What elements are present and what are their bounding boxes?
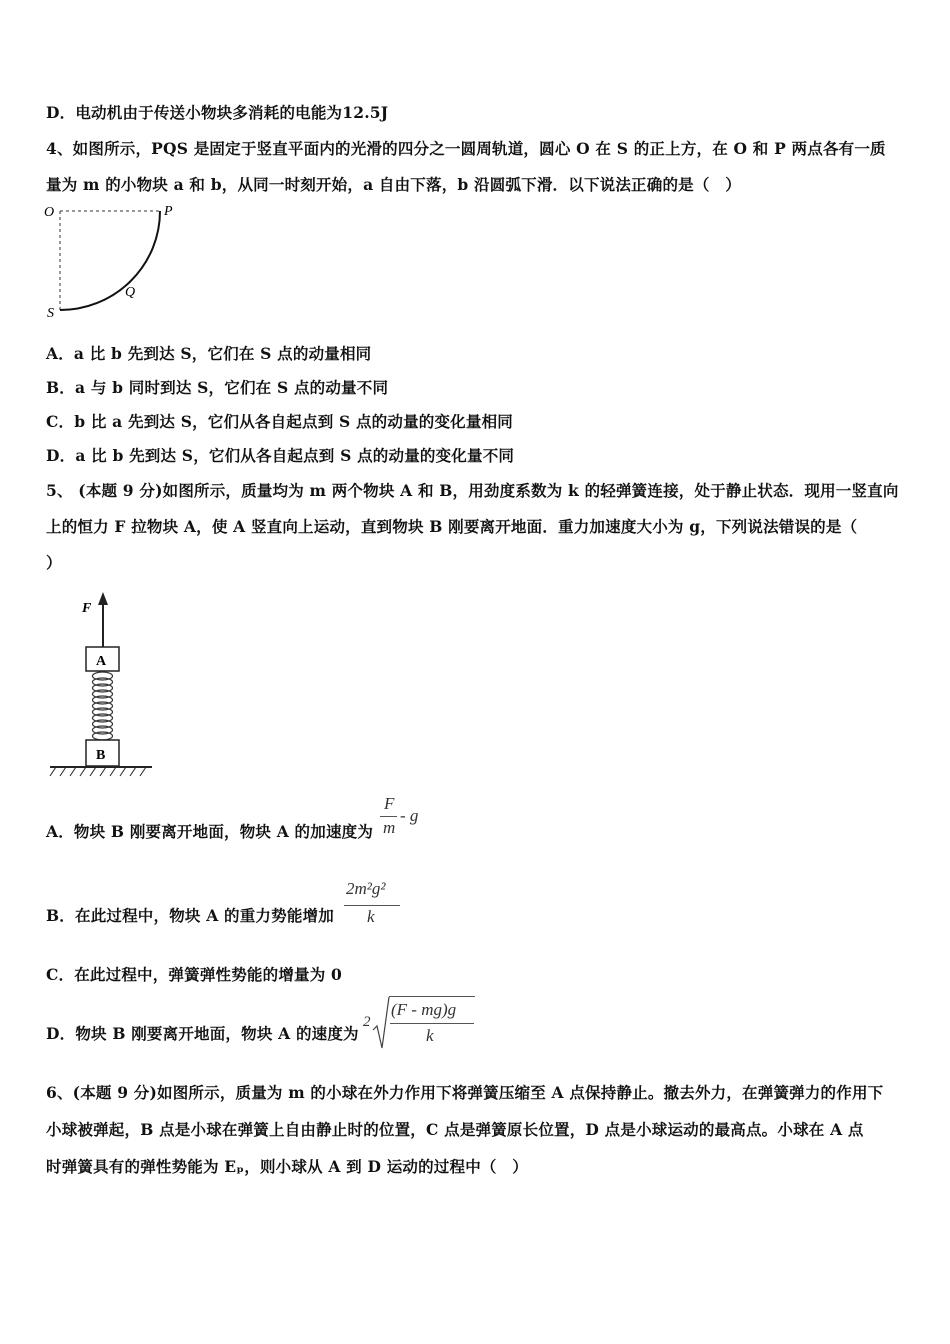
q6-stem-line-2: 小球被弹起，B 点是小球在弹簧上自由静止时的位置，C 点是弹簧原长位置，D 点是小球运动的最高点。小球在 A 点 <box>46 1120 864 1139</box>
q5-spring-figure <box>46 590 156 780</box>
q5-spring <box>93 672 113 740</box>
q5-option-d-radical-overline <box>389 996 475 997</box>
q5-option-a-numerator: F <box>384 794 395 813</box>
q5-option-b: B．在此过程中，物块 A 的重力势能增加 <box>46 906 334 925</box>
q3-option-d: D．电动机由于传送小物块多消耗的电能为12.5J <box>46 103 389 122</box>
q4-option-b: B．a 与 b 同时到达 S，它们在 S 点的动量不同 <box>46 378 389 397</box>
q5-label-f: F <box>82 601 92 616</box>
q5-option-a: A．物块 B 刚要离开地面，物块 A 的加速度为 <box>46 822 374 841</box>
q6-stem-line-1: 6、(本题 9 分)如图所示，质量为 m 的小球在外力作用下将弹簧压缩至 A 点保持静止。撤去外力，在弹簧弹力的作用下 <box>46 1083 884 1102</box>
q5-option-a-fraction-bar <box>380 816 397 817</box>
q5-option-d-numerator: (F - mg)g <box>391 1000 457 1019</box>
q4-label-s: S <box>47 306 54 321</box>
q5-force-arrow-head <box>98 592 108 605</box>
q5-ground-hatching <box>50 767 146 776</box>
q5-stem-line-2: 上的恒力 F 拉物块 A，使 A 竖直向上运动，直到物块 B 刚要离开地面．重力加速度大小为 g，下列说法错误的是（ <box>46 517 858 536</box>
q4-label-o: O <box>44 205 55 220</box>
q6-stem-line-3: 时弹簧具有的弹性势能为 Eₚ，则小球从 A 到 D 运动的过程中（ ） <box>46 1157 528 1176</box>
q5-option-d-coefficient: 2 <box>363 1014 371 1030</box>
q5-option-c: C．在此过程中，弹簧弹性势能的增量为 0 <box>46 965 343 984</box>
q5-option-d-fraction-bar <box>390 1023 474 1024</box>
q5-stem-line-1: 5、 (本题 9 分)如图所示，质量均为 m 两个物块 A 和 B，用劲度系数为 k 的轻弹簧连接，处于静止状态．现用一竖直向 <box>46 481 899 500</box>
q5-option-d-radical-sign <box>372 996 390 1050</box>
q5-option-d-formula <box>363 994 483 1054</box>
q4-option-c: C．b 比 a 先到达 S，它们从各自起点到 S 点的动量的变化量相同 <box>46 412 513 431</box>
q5-option-d: D．物块 B 刚要离开地面，物块 A 的速度为 <box>46 1024 359 1043</box>
q5-option-b-denominator: k <box>367 907 375 926</box>
q4-arc-track <box>60 211 160 310</box>
q5-option-b-numerator: 2m²g² <box>346 879 386 898</box>
q5-option-a-rest: - g <box>400 806 419 825</box>
q4-track-figure <box>40 196 180 322</box>
q4-stem-line-1: 4、如图所示，PQS 是固定于竖直平面内的光滑的四分之一圆周轨道，圆心 O 在 S 的正上方，在 O 和 P 两点各有一质 <box>46 139 886 158</box>
q5-option-a-formula <box>380 794 430 840</box>
q5-option-a-denominator: m <box>383 818 396 837</box>
q5-label-a: A <box>96 654 107 669</box>
q5-label-b: B <box>96 748 106 763</box>
q5-option-d-denominator: k <box>426 1026 434 1045</box>
q4-label-q: Q <box>125 285 136 300</box>
q4-option-d: D．a 比 b 先到达 S，它们从各自起点到 S 点的动量的变化量不同 <box>46 446 515 465</box>
q4-label-p: P <box>164 204 173 219</box>
q5-option-b-formula <box>344 879 404 929</box>
q4-option-a: A．a 比 b 先到达 S，它们在 S 点的动量相同 <box>46 344 372 363</box>
q5-option-b-fraction-bar <box>344 905 400 906</box>
q4-stem-line-2: 量为 m 的小物块 a 和 b，从同一时刻开始，a 自由下落，b 沿圆弧下滑．以下说法正确的是（ ） <box>46 175 741 194</box>
q5-stem-line-3: ） <box>46 553 62 572</box>
